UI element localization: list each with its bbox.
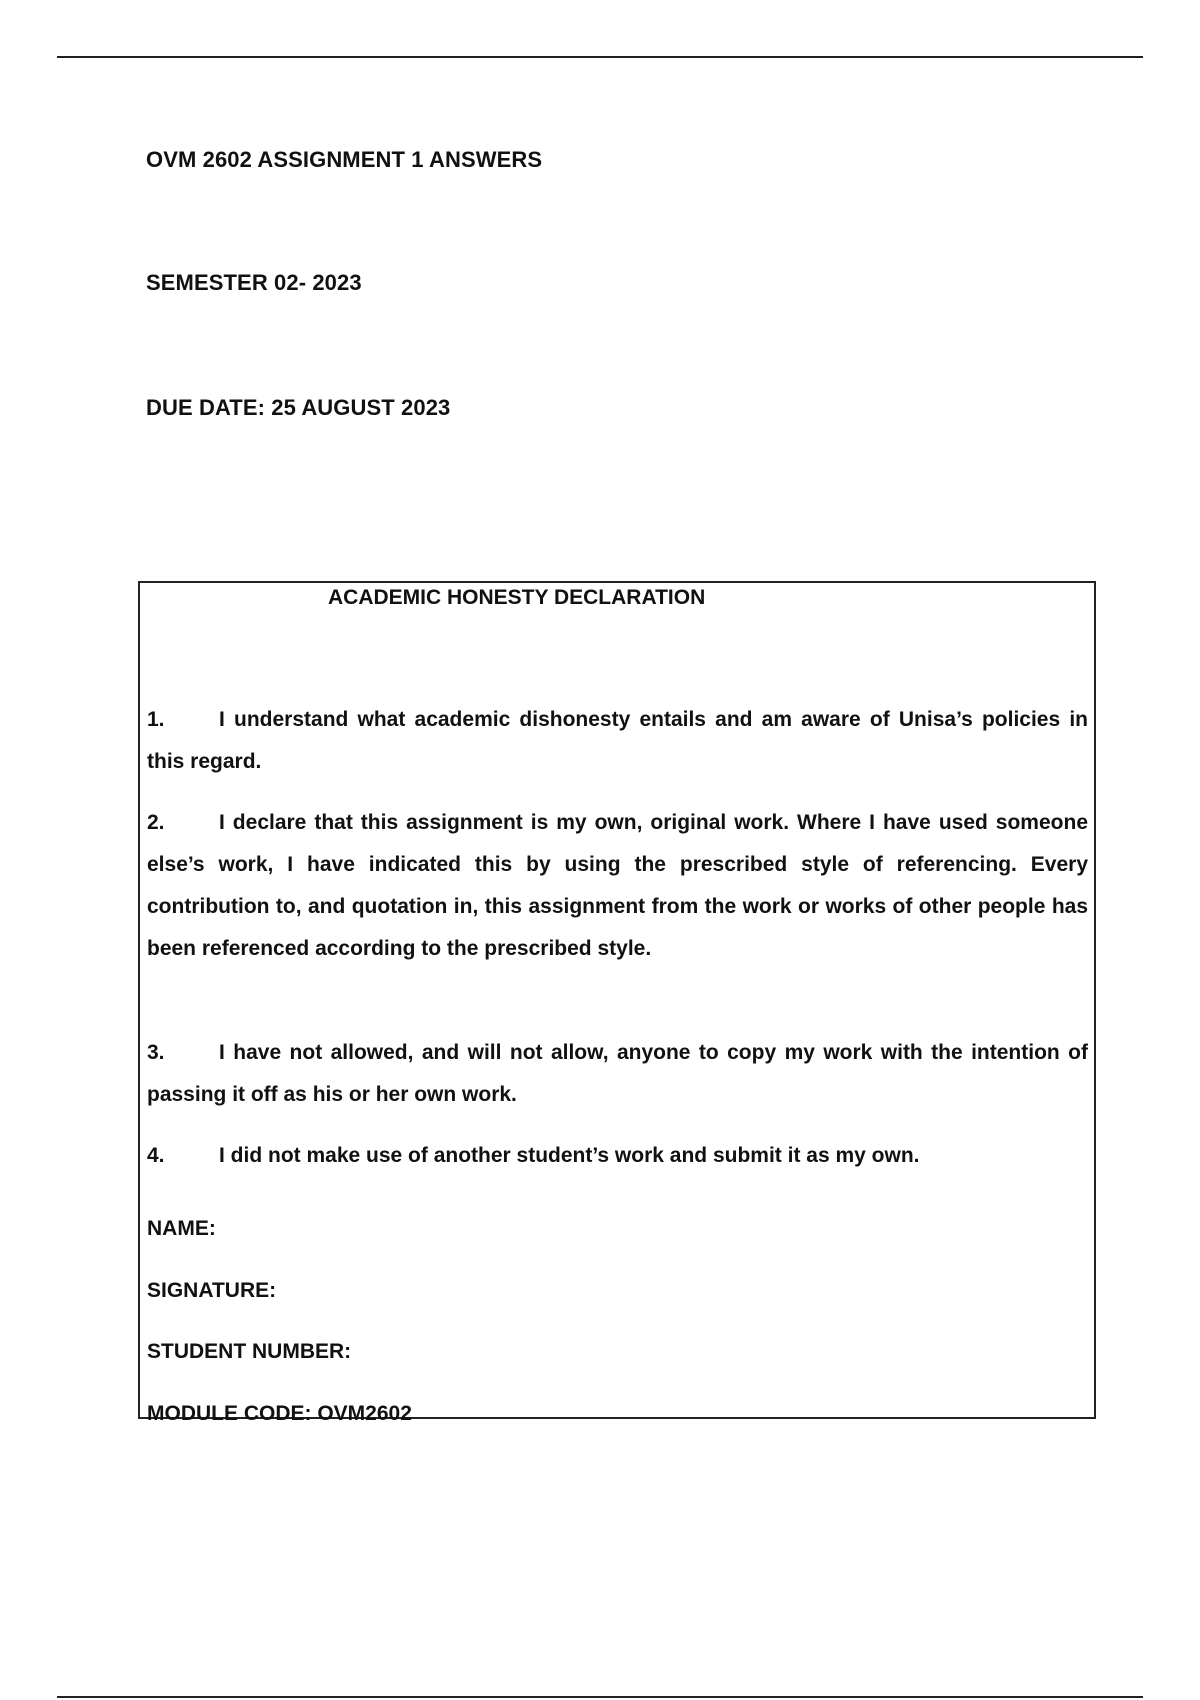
declaration-item-2 xyxy=(147,802,1088,970)
declaration-item-1 xyxy=(147,699,1088,783)
semester-line: SEMESTER 02- 2023 xyxy=(146,270,362,295)
assignment-title: OVM 2602 ASSIGNMENT 1 ANSWERS xyxy=(146,147,543,172)
name-field-label: NAME: xyxy=(147,1217,216,1240)
item-number: 3. xyxy=(147,1041,165,1064)
item-text: I did not make use of another student’s work and submit it as my own. xyxy=(219,1144,920,1167)
item-text: I understand what academic dishonesty entails and am aware of Unisa’s policies in this regard. xyxy=(147,708,1088,773)
item-text: I have not allowed, and will not allow, anyone to copy my work with the intention of passing it off as his or her own work. xyxy=(147,1041,1088,1106)
top-rule xyxy=(57,56,1143,58)
declaration-heading: ACADEMIC HONESTY DECLARATION xyxy=(328,586,706,609)
signature-field-label: SIGNATURE: xyxy=(147,1279,277,1302)
declaration-box xyxy=(138,581,1096,1425)
item-number: 4. xyxy=(147,1144,165,1167)
due-date-line: DUE DATE: 25 AUGUST 2023 xyxy=(146,395,451,420)
declaration-item-3 xyxy=(147,1032,1088,1116)
student-number-field-label: STUDENT NUMBER: xyxy=(147,1340,352,1363)
module-code-field: MODULE CODE: OVM2602 xyxy=(147,1402,412,1425)
item-text: I declare that this assignment is my own, original work. Where I have used someone else’s work, I have indicated this by using the prescribed style of referencing. Every contribution to, and quotation in, this assignment from the work or works of other people has been referenced according to the prescribed style. xyxy=(147,811,1088,960)
item-number: 2. xyxy=(147,811,165,834)
item-number: 1. xyxy=(147,708,165,731)
bottom-rule xyxy=(57,1696,1143,1698)
declaration-item-4 xyxy=(147,1135,1088,1177)
